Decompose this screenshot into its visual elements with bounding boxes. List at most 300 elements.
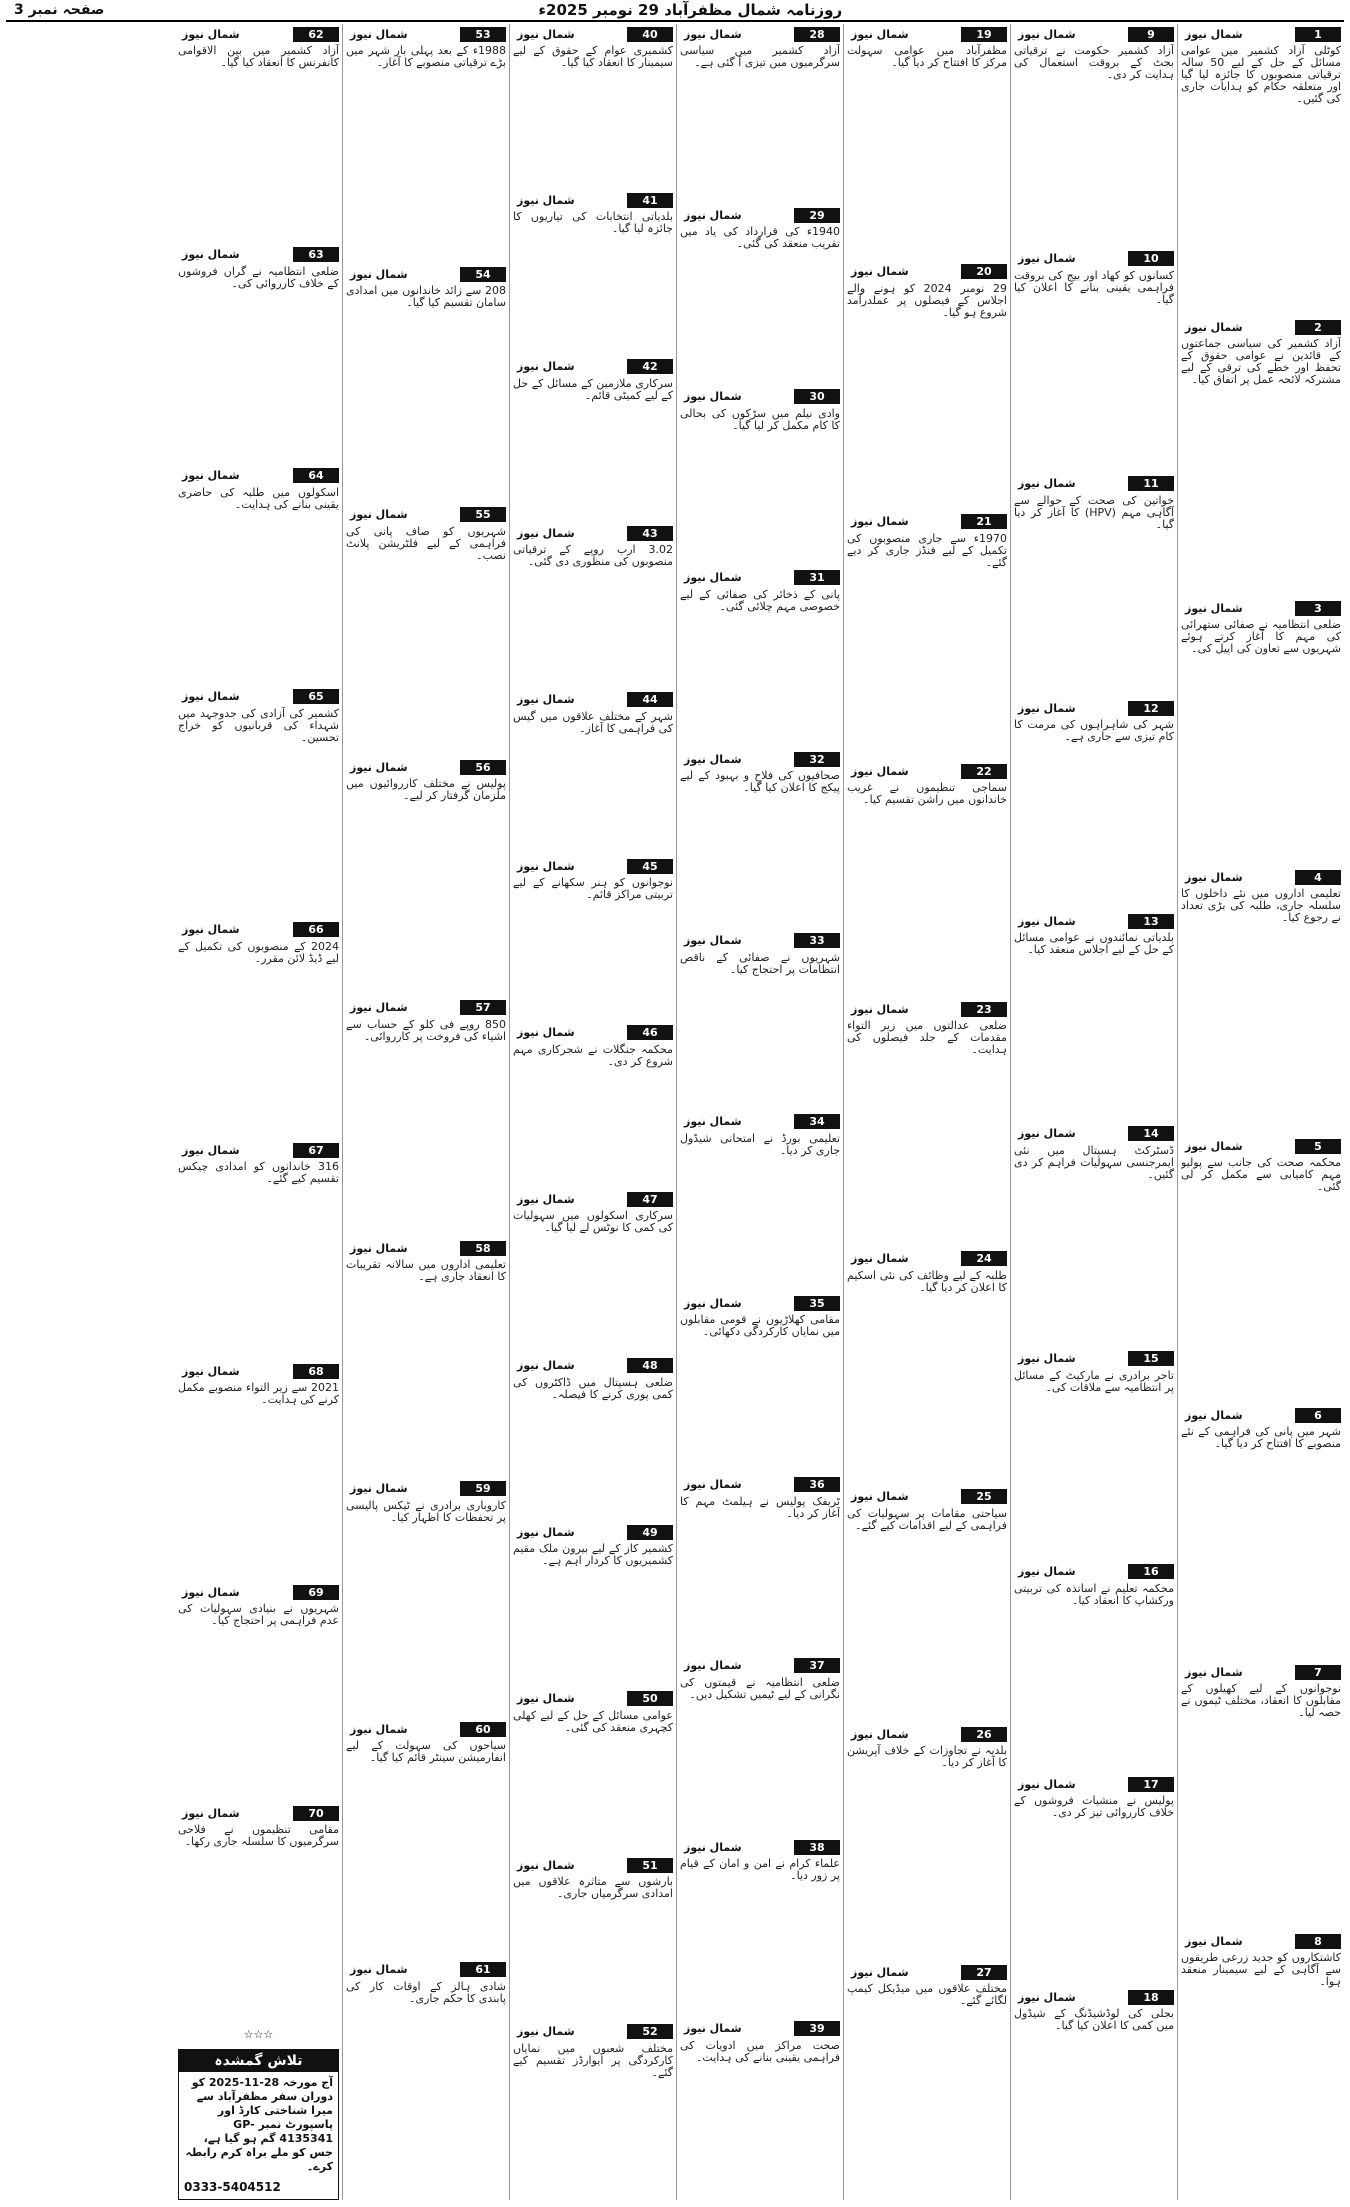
news-item-header <box>346 1721 506 1737</box>
news-body: صحافیوں کی فلاح و بہبود کے لیے پیکج کا اعلان کیا گیا۔ <box>680 769 840 795</box>
news-number-badge: 9 <box>1128 27 1174 42</box>
news-item <box>1014 24 1174 245</box>
news-item <box>680 931 840 1108</box>
news-item-header <box>680 933 840 949</box>
news-item <box>513 1356 673 1518</box>
news-number-badge: 50 <box>627 1691 673 1706</box>
news-number-badge: 8 <box>1295 1934 1341 1949</box>
news-item-header <box>680 207 840 223</box>
news-source-label: شمال نیوز <box>350 27 408 41</box>
news-number-badge: 66 <box>293 922 339 937</box>
news-item-header <box>680 1477 840 1493</box>
news-item-header <box>513 1025 673 1041</box>
news-source-label: شمال نیوز <box>1018 477 1076 491</box>
news-body: شہریوں نے صفائی کے ناقص انتظامات پر احتجاج کیا۔ <box>680 950 840 976</box>
news-source-label: شمال نیوز <box>517 1192 575 1206</box>
news-number-badge: 55 <box>460 507 506 522</box>
news-number-badge: 42 <box>627 359 673 374</box>
news-source-label: شمال نیوز <box>182 690 240 704</box>
news-number-badge: 13 <box>1128 914 1174 929</box>
news-item <box>847 262 1007 508</box>
news-item <box>1181 1405 1341 1658</box>
news-source-label: شمال نیوز <box>517 1692 575 1706</box>
news-item-header <box>680 26 840 42</box>
news-number-badge: 46 <box>627 1025 673 1040</box>
news-number-badge: 16 <box>1128 1564 1174 1579</box>
news-body: شہر میں پانی کی فراہمی کے نئے منصوبے کا افتتاح کر دیا گیا۔ <box>1181 1425 1341 1450</box>
separator-stars: ☆☆☆ <box>243 2028 274 2042</box>
news-item-header <box>178 689 339 705</box>
news-body: 2024 کے منصوبوں کی تکمیل کے لیے ڈیڈ لائن مقرر۔ <box>178 939 339 965</box>
news-source-label: شمال نیوز <box>1185 27 1243 41</box>
news-item <box>178 24 339 241</box>
news-number-badge: 45 <box>627 859 673 874</box>
news-source-label: شمال نیوز <box>517 1525 575 1539</box>
news-item <box>513 1855 673 2017</box>
news-source-label: شمال نیوز <box>1185 320 1243 334</box>
news-item <box>1181 867 1341 1132</box>
news-body: وادی نیلم میں سڑکوں کی بحالی کا کام مکمل کر لیا گیا۔ <box>680 406 840 432</box>
news-number-badge: 70 <box>293 1806 339 1821</box>
news-body: بلدیہ نے تجاوزات کے خلاف آپریشن کا آغاز کر دیا۔ <box>847 1744 1007 1770</box>
news-body: محکمہ صحت کی جانب سے پولیو مہم کامیابی سے مکمل کر لی گئی۔ <box>1181 1156 1341 1193</box>
news-item <box>847 1487 1007 1721</box>
news-item <box>513 523 673 685</box>
news-item <box>178 920 339 1137</box>
news-body: پولیس نے منشیات فروشوں کے خلاف کارروائی تیز کر دی۔ <box>1014 1794 1174 1820</box>
news-column <box>342 24 509 2200</box>
news-body: کوٹلی آزاد کشمیر میں عوامی مسائل کے حل کے لیے 50 سالہ ترقیاتی منصوبوں کا جائزہ لیا گیا اور متعلقہ حکام کو ہدایات جاری کی گئیں۔ <box>1181 44 1341 105</box>
news-number-badge: 1 <box>1295 27 1341 42</box>
news-source-label: شمال نیوز <box>1018 914 1076 928</box>
news-item <box>847 1249 1007 1483</box>
news-body: 1988ء کے بعد پہلی بار شہر میں بڑے ترقیاتی منصوبے کا آغاز۔ <box>346 44 506 69</box>
news-number-badge: 25 <box>961 1489 1007 1504</box>
news-source-label: شمال نیوز <box>1018 27 1076 41</box>
news-item <box>1014 1562 1174 1771</box>
news-source-label: شمال نیوز <box>517 693 575 707</box>
news-item <box>513 690 673 852</box>
news-item-header <box>178 247 339 263</box>
news-item <box>178 1803 339 2020</box>
news-body: 208 سے زائد خاندانوں میں امدادی سامان تقسیم کیا گیا۔ <box>346 284 506 310</box>
news-source-label: شمال نیوز <box>1018 1352 1076 1366</box>
news-source-label: شمال نیوز <box>851 1490 909 1504</box>
news-item-header <box>1014 476 1174 492</box>
news-body: ضلعی انتظامیہ نے صفائی ستھرائی کی مہم کا آغاز کرتے ہوئے شہریوں سے تعاون کی اپیل کی۔ <box>1181 618 1341 655</box>
news-source-label: شمال نیوز <box>684 1115 742 1129</box>
news-item <box>513 190 673 352</box>
news-item-header <box>346 507 506 523</box>
news-item <box>680 2019 840 2196</box>
news-body: مقامی تنظیموں نے فلاحی سرگرمیوں کا سلسلہ جاری رکھا۔ <box>178 1823 339 1849</box>
news-item <box>346 505 506 753</box>
news-source-label: شمال نیوز <box>1185 870 1243 884</box>
news-item-header <box>1014 1126 1174 1142</box>
news-body: 1970ء سے جاری منصوبوں کی تکمیل کے لیے فنڈز جاری کر دیے گئے۔ <box>847 531 1007 569</box>
news-item <box>1014 1124 1174 1345</box>
news-source-label: شمال نیوز <box>1018 1777 1076 1791</box>
news-item <box>513 1023 673 1185</box>
news-body: شہر کے مختلف علاقوں میں گیس کی فراہمی کا آغاز۔ <box>513 709 673 735</box>
news-item-header <box>513 1358 673 1374</box>
news-number-badge: 38 <box>794 1840 840 1855</box>
news-source-label: شمال نیوز <box>684 208 742 222</box>
news-item-header <box>513 1524 673 1540</box>
news-number-badge: 59 <box>460 1481 506 1496</box>
news-number-badge: 27 <box>961 1965 1007 1980</box>
news-body: مظفرآباد میں عوامی سہولت مرکز کا افتتاح کر دیا گیا۔ <box>847 44 1007 69</box>
news-item <box>346 1960 506 2196</box>
news-number-badge: 7 <box>1295 1665 1341 1680</box>
news-source-label: شمال نیوز <box>350 508 408 522</box>
lost-notice-phone: 0333-5404512 <box>184 2180 281 2195</box>
news-item-header <box>346 1481 506 1497</box>
news-item-header <box>513 26 673 42</box>
news-body: بلدیاتی انتخابات کی تیاریوں کا جائزہ لیا گیا۔ <box>513 210 673 236</box>
news-item-header <box>847 763 1007 779</box>
news-item-header <box>680 1295 840 1311</box>
news-source-label: شمال نیوز <box>517 2025 575 2039</box>
news-body: سیاحوں کی سہولت کے لیے انفارمیشن سینٹر قائم کیا گیا۔ <box>346 1739 506 1765</box>
news-item <box>346 757 506 993</box>
news-body: سرکاری ملازمین کے مسائل کے حل کے لیے کمیٹی قائم۔ <box>513 376 673 402</box>
news-item <box>1181 1662 1341 1927</box>
news-number-badge: 53 <box>460 27 506 42</box>
news-item-header <box>1181 319 1341 335</box>
news-source-label: شمال نیوز <box>1185 1934 1243 1948</box>
newspaper-title: روزنامہ شمال مظفرآباد 29 نومبر 2025ء <box>538 1 843 19</box>
news-source-label: شمال نیوز <box>1018 252 1076 266</box>
news-source-label: شمال نیوز <box>350 1001 408 1015</box>
news-body: اسکولوں میں طلبہ کی حاضری یقینی بنانے کی ہدایت۔ <box>178 485 339 511</box>
news-body: بجلی کی لوڈشیڈنگ کے شیڈول میں کمی کا اعلان کیا گیا۔ <box>1014 2007 1174 2033</box>
news-source-label: شمال نیوز <box>851 1002 909 1016</box>
news-item <box>346 1479 506 1715</box>
news-column <box>1010 24 1177 2200</box>
news-item <box>346 998 506 1234</box>
news-item-header <box>680 2021 840 2037</box>
news-item <box>1014 911 1174 1120</box>
news-body: شہریوں کو صاف پانی کی فراہمی کے لیے فلٹریشن پلانٹ نصب۔ <box>346 524 506 562</box>
news-item <box>680 1656 840 1833</box>
news-source-label: شمال نیوز <box>517 1026 575 1040</box>
news-body: تعلیمی اداروں میں سالانہ تقریبات کا انعقاد جاری ہے۔ <box>346 1258 506 1284</box>
news-body: شادی ہالز کے اوقات کار کی پابندی کا حکم جاری۔ <box>346 1979 506 2005</box>
news-number-badge: 28 <box>794 27 840 42</box>
news-source-label: شمال نیوز <box>851 27 909 41</box>
news-source-label: شمال نیوز <box>350 1482 408 1496</box>
news-column <box>175 24 342 2200</box>
news-number-badge: 11 <box>1128 476 1174 491</box>
news-number-badge: 19 <box>961 27 1007 42</box>
news-source-label: شمال نیوز <box>684 934 742 948</box>
news-source-label: شمال نیوز <box>517 193 575 207</box>
news-number-badge: 21 <box>961 514 1007 529</box>
news-source-label: شمال نیوز <box>851 1252 909 1266</box>
news-item <box>1181 598 1341 863</box>
news-source-label: شمال نیوز <box>1018 1127 1076 1141</box>
news-source-label: شمال نیوز <box>684 571 742 585</box>
news-item-header <box>178 1805 339 1821</box>
news-body: کاروباری برادری نے ٹیکس پالیسی پر تحفظات کا اظہار کیا۔ <box>346 1498 506 1524</box>
news-item <box>847 24 1007 258</box>
news-source-label: شمال نیوز <box>182 923 240 937</box>
news-source-label: شمال نیوز <box>684 2022 742 2036</box>
news-number-badge: 65 <box>293 689 339 704</box>
news-item <box>178 687 339 916</box>
news-body: پانی کے ذخائر کی صفائی کے لیے خصوصی مہم چلائی گئی۔ <box>680 587 840 613</box>
news-body: شہریوں نے بنیادی سہولیات کی عدم فراہمی پر احتجاج کیا۔ <box>178 1602 339 1628</box>
news-number-badge: 49 <box>627 1525 673 1540</box>
news-body: آزاد کشمیر حکومت نے ترقیاتی بجٹ کے بروقت استعمال کی ہدایت کر دی۔ <box>1014 44 1174 81</box>
news-columns <box>6 24 1344 2200</box>
news-number-badge: 18 <box>1128 1990 1174 2005</box>
news-item-header <box>346 26 506 42</box>
news-column <box>843 24 1010 2200</box>
news-item-header <box>847 1726 1007 1742</box>
news-item-header <box>1181 1407 1341 1423</box>
news-source-label: شمال نیوز <box>182 1806 240 1820</box>
news-item-header <box>680 751 840 767</box>
news-item <box>680 205 840 382</box>
news-item <box>346 24 506 260</box>
lost-notice-title: تلاش گمشدہ <box>179 2050 338 2072</box>
news-item <box>513 856 673 1018</box>
news-number-badge: 14 <box>1128 1126 1174 1141</box>
news-number-badge: 43 <box>627 526 673 541</box>
news-source-label: شمال نیوز <box>684 1659 742 1673</box>
news-body: 2021 سے زیر التواء منصوبے مکمل کرنے کی ہدایت۔ <box>178 1381 339 1407</box>
news-item <box>680 1837 840 2014</box>
news-item-header <box>513 2024 673 2040</box>
news-item-header <box>346 759 506 775</box>
news-body: خواتین کی صحت کے حوالے سے آگاہی مہم (HPV) کا آغاز کر دیا گیا۔ <box>1014 493 1174 531</box>
news-item <box>1014 249 1174 470</box>
news-item <box>513 1189 673 1351</box>
news-body: کشمیری عوام کے حقوق کے لیے سیمینار کا انعقاد کیا گیا۔ <box>513 44 673 69</box>
news-item-header <box>1014 913 1174 929</box>
news-body: مختلف شعبوں میں نمایاں کارکردگی پر ایوارڈز تقسیم کیے گئے۔ <box>513 2041 673 2079</box>
news-item-header <box>680 389 840 405</box>
news-item-header <box>847 1251 1007 1267</box>
news-body: ضلعی عدالتوں میں زیر التواء مقدمات کے جلد فیصلوں کی ہدایت۔ <box>847 1019 1007 1057</box>
news-item <box>680 568 840 745</box>
news-number-badge: 39 <box>794 2021 840 2036</box>
news-number-badge: 37 <box>794 1658 840 1673</box>
news-number-badge: 26 <box>961 1727 1007 1742</box>
news-body: صحت مراکز میں ادویات کی فراہمی یقینی بنانے کی ہدایت۔ <box>680 2038 840 2064</box>
news-number-badge: 51 <box>627 1858 673 1873</box>
news-source-label: شمال نیوز <box>517 360 575 374</box>
news-number-badge: 56 <box>460 760 506 775</box>
news-number-badge: 33 <box>794 933 840 948</box>
news-item-header <box>847 1001 1007 1017</box>
news-source-label: شمال نیوز <box>517 526 575 540</box>
news-number-badge: 15 <box>1128 1351 1174 1366</box>
news-item-header <box>847 1964 1007 1980</box>
news-item <box>680 1475 840 1652</box>
news-body: علماء کرام نے امن و امان کے قیام پر زور دیا۔ <box>680 1857 840 1883</box>
news-item-header <box>847 26 1007 42</box>
news-number-badge: 20 <box>961 264 1007 279</box>
news-source-label: شمال نیوز <box>1185 1408 1243 1422</box>
news-source-label: شمال نیوز <box>350 760 408 774</box>
news-number-badge: 10 <box>1128 251 1174 266</box>
news-body: آزاد کشمیر میں بین الاقوامی کانفرنس کا انعقاد کیا گیا۔ <box>178 44 339 69</box>
news-item <box>680 387 840 564</box>
news-body: تعلیمی اداروں میں نئے داخلوں کا سلسلہ جاری، طلبہ کی بڑی تعداد نے رجوع کیا۔ <box>1181 887 1341 924</box>
news-source-label: شمال نیوز <box>350 1963 408 1976</box>
news-body: بلدیاتی نمائندوں نے عوامی مسائل کے حل کے لیے اجلاس منعقد کیا۔ <box>1014 931 1174 957</box>
news-body: سماجی تنظیموں نے غریب خاندانوں میں راشن تقسیم کیا۔ <box>847 781 1007 807</box>
news-source-label: شمال نیوز <box>350 1241 408 1255</box>
news-item-header <box>1181 600 1341 616</box>
news-source-label: شمال نیوز <box>684 752 742 766</box>
news-item-header <box>513 525 673 541</box>
news-item-header <box>513 1191 673 1207</box>
news-item-header <box>1014 26 1174 42</box>
news-number-badge: 69 <box>293 1585 339 1600</box>
news-body: محکمہ جنگلات نے شجرکاری مہم شروع کر دی۔ <box>513 1042 673 1068</box>
news-number-badge: 12 <box>1128 701 1174 716</box>
news-body: ضلعی انتظامیہ نے گراں فروشوں کے خلاف کارروائی کی۔ <box>178 264 339 290</box>
news-item <box>1014 1349 1174 1558</box>
news-number-badge: 2 <box>1295 320 1341 335</box>
news-item <box>513 1689 673 1851</box>
news-item-header <box>513 192 673 208</box>
news-body: تاجر برادری نے مارکیٹ کے مسائل پر انتظامیہ سے ملاقات کی۔ <box>1014 1368 1174 1394</box>
news-body: مختلف علاقوں میں میڈیکل کیمپ لگائے گئے۔ <box>847 1982 1007 2008</box>
news-item <box>847 1724 1007 1958</box>
news-item-header <box>346 1962 506 1978</box>
news-number-badge: 4 <box>1295 870 1341 885</box>
page-number: صفحہ نمبر 3 <box>14 2 105 18</box>
masthead-rule <box>6 20 1344 22</box>
news-body: 29 نومبر 2024 کو ہونے والے اجلاس کے فیصلوں پر عملدرآمد شروع ہو گیا۔ <box>847 281 1007 319</box>
news-item-header <box>1014 251 1174 267</box>
news-item <box>513 1522 673 1684</box>
news-number-badge: 31 <box>794 570 840 585</box>
news-source-label: شمال نیوز <box>182 27 240 41</box>
news-item <box>847 999 1007 1245</box>
news-body: طلبہ کے لیے وظائف کی نئی اسکیم کا اعلان کر دیا گیا۔ <box>847 1268 1007 1294</box>
lost-notice-body: آج مورخہ 28-11-2025 کو دوران سفر مظفرآباد سے میرا شناختی کارڈ اور پاسپورٹ نمبر GP-4135341 گم ہو گیا ہے، جس کو ملے براہ کرم رابطہ کرے۔ <box>185 2076 333 2174</box>
news-item <box>1181 317 1341 594</box>
news-item-header <box>178 1142 339 1158</box>
news-number-badge: 61 <box>460 1962 506 1977</box>
news-item-header <box>1181 26 1341 42</box>
news-body: عوامی مسائل کے حل کے لیے کھلی کچہری منعقد کی گئی۔ <box>513 1708 673 1734</box>
news-number-badge: 40 <box>627 27 673 42</box>
news-number-badge: 17 <box>1128 1777 1174 1792</box>
news-source-label: شمال نیوز <box>517 27 575 41</box>
news-body: آزاد کشمیر میں سیاسی سرگرمیوں میں تیزی آ گئی ہے۔ <box>680 44 840 69</box>
news-item-header <box>680 570 840 586</box>
news-body: تعلیمی بورڈ نے امتحانی شیڈول جاری کر دیا۔ <box>680 1131 840 1157</box>
news-number-badge: 29 <box>794 208 840 223</box>
news-source-label: شمال نیوز <box>1018 1565 1076 1579</box>
news-body: 316 خاندانوں کو امدادی چیکس تقسیم کیے گئے۔ <box>178 1160 339 1186</box>
news-item-header <box>513 858 673 874</box>
news-body: ضلعی ہسپتال میں ڈاکٹروں کی کمی پوری کرنے کا فیصلہ۔ <box>513 1375 673 1401</box>
news-number-badge: 64 <box>293 468 339 483</box>
news-body: مقامی کھلاڑیوں نے قومی مقابلوں میں نمایاں کارکردگی دکھائی۔ <box>680 1313 840 1339</box>
news-column <box>509 24 676 2200</box>
news-body: 1940ء کی قرارداد کی یاد میں تقریب منعقد کی گئی۔ <box>680 225 840 251</box>
news-number-badge: 67 <box>293 1143 339 1158</box>
news-body: نوجوانوں کو ہنر سکھانے کے لیے تربیتی مراکز قائم۔ <box>513 876 673 902</box>
news-item-header <box>178 1363 339 1379</box>
news-source-label: شمال نیوز <box>517 1359 575 1373</box>
news-item-header <box>178 1584 339 1600</box>
news-number-badge: 63 <box>293 247 339 262</box>
news-source-label: شمال نیوز <box>350 267 408 281</box>
news-number-badge: 34 <box>794 1114 840 1129</box>
news-item <box>1014 1987 1174 2196</box>
news-source-label: شمال نیوز <box>851 265 909 279</box>
news-column <box>676 24 843 2200</box>
news-item <box>847 512 1007 758</box>
news-number-badge: 32 <box>794 752 840 767</box>
news-body: محکمہ تعلیم نے اساتذہ کی تربیتی ورکشاپ کا انعقاد کیا۔ <box>1014 1581 1174 1607</box>
news-item <box>1181 1136 1341 1401</box>
news-number-badge: 60 <box>460 1722 506 1737</box>
news-item <box>178 1140 339 1357</box>
news-item-header <box>847 264 1007 280</box>
news-body: ضلعی انتظامیہ نے قیمتوں کی نگرانی کے لیے ٹیمیں تشکیل دیں۔ <box>680 1675 840 1701</box>
news-body: پولیس نے مختلف کارروائیوں میں ملزمان گرفتار کر لیے۔ <box>346 777 506 803</box>
news-number-badge: 5 <box>1295 1139 1341 1154</box>
news-body: 850 روپے فی کلو کے حساب سے اشیاء کی فروخت پر کارروائی۔ <box>346 1017 506 1043</box>
news-item <box>1014 1774 1174 1983</box>
news-item <box>1014 698 1174 907</box>
news-item-header <box>1181 1138 1341 1154</box>
news-item-header <box>346 1240 506 1256</box>
news-number-badge: 48 <box>627 1358 673 1373</box>
news-column <box>1177 24 1344 2200</box>
news-source-label: شمال نیوز <box>182 1364 240 1378</box>
news-source-label: شمال نیوز <box>517 859 575 873</box>
news-item <box>513 24 673 186</box>
news-body: سرکاری اسکولوں میں سہولیات کی کمی کا نوٹس لے لیا گیا۔ <box>513 1209 673 1235</box>
news-body: شہر کی شاہراہوں کی مرمت کا کام تیزی سے جاری ہے۔ <box>1014 718 1174 744</box>
news-source-label: شمال نیوز <box>1185 1665 1243 1679</box>
news-source-label: شمال نیوز <box>182 1585 240 1599</box>
news-item <box>513 2022 673 2196</box>
news-number-badge: 22 <box>961 764 1007 779</box>
news-source-label: شمال نیوز <box>684 1478 742 1492</box>
news-number-badge: 24 <box>961 1251 1007 1266</box>
news-item-header <box>1181 1664 1341 1680</box>
news-number-badge: 3 <box>1295 601 1341 616</box>
news-item <box>680 1112 840 1289</box>
news-item <box>178 466 339 683</box>
news-body: نوجوانوں کے لیے کھیلوں کے مقابلوں کا انعقاد، مختلف ٹیموں نے حصہ لیا۔ <box>1181 1682 1341 1719</box>
news-item <box>513 357 673 519</box>
news-body: کسانوں کو کھاد اور بیج کی بروقت فراہمی یقینی بنانے کا اعلان کیا گیا۔ <box>1014 268 1174 306</box>
news-source-label: شمال نیوز <box>851 515 909 529</box>
news-source-label: شمال نیوز <box>517 1858 575 1872</box>
news-item <box>1014 474 1174 695</box>
news-item-header <box>513 359 673 375</box>
news-source-label: شمال نیوز <box>182 248 240 262</box>
news-item-header <box>847 514 1007 530</box>
news-source-label: شمال نیوز <box>684 390 742 404</box>
news-source-label: شمال نیوز <box>684 1840 742 1854</box>
news-source-label: شمال نیوز <box>182 1143 240 1157</box>
news-source-label: شمال نیوز <box>1185 1139 1243 1153</box>
